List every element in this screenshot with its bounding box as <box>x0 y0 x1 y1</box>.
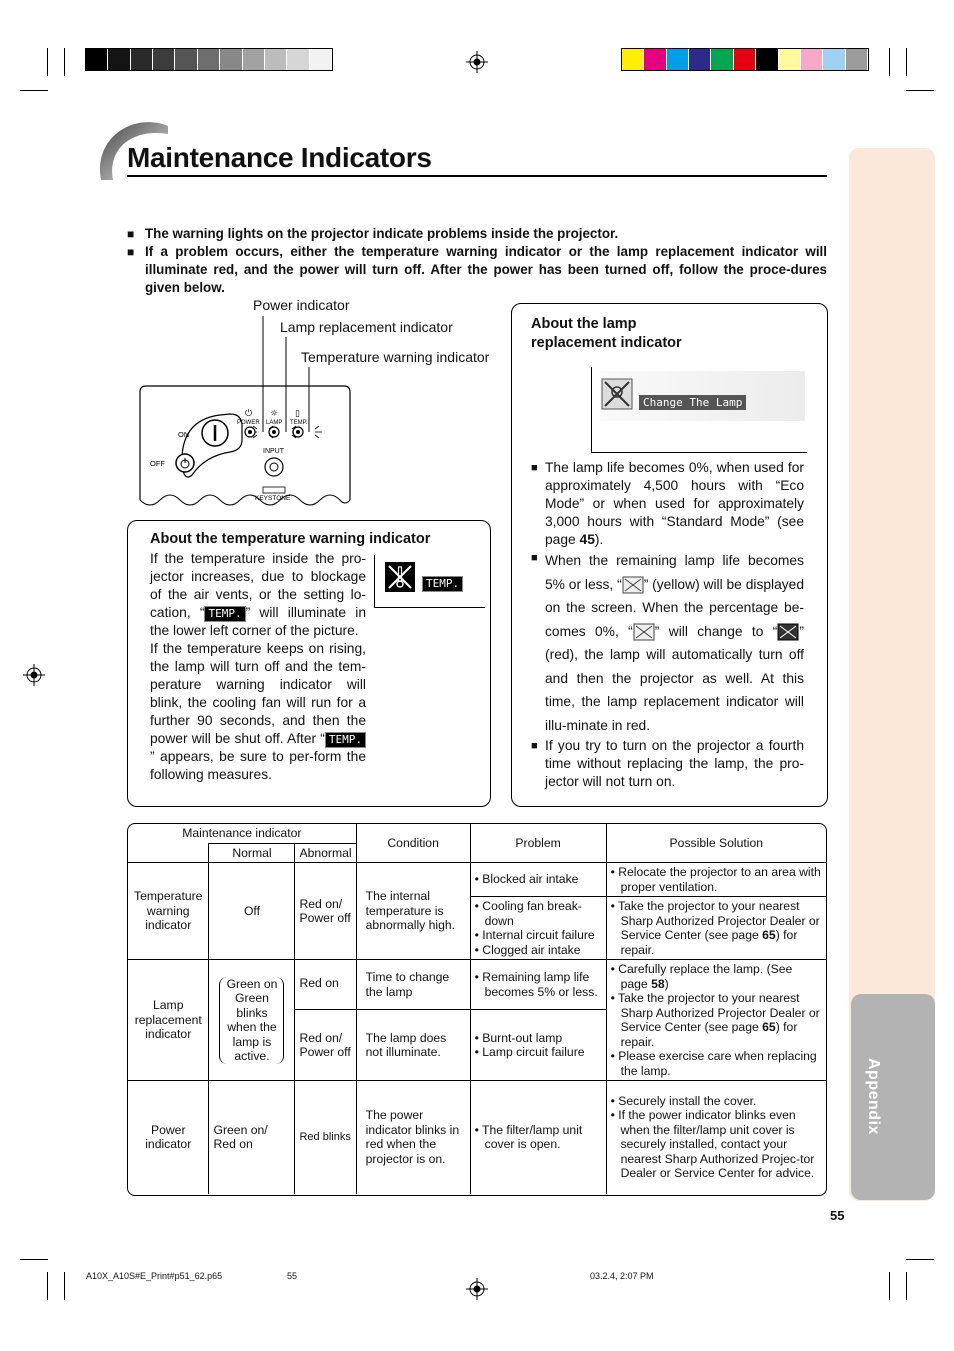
off-label: OFF <box>150 459 165 468</box>
temp-screen-example <box>374 555 485 608</box>
change-lamp-label: Change The Lamp <box>639 395 746 410</box>
row-solution: • Securely install the cover. • If the power indicator blinks even when the filter/lamp unit cover is securely installed, contact your nearest Sharp Authorized Projec-tor Dealer or Service Center for advice. <box>606 1081 826 1194</box>
row-condition: Time to change the lamp <box>356 960 470 1010</box>
color-swatch <box>846 49 868 70</box>
problem-item: The filter/lamp unit cover is open. <box>482 1122 583 1152</box>
lamp-bullet-text: When the remaining lamp life becomes 5% or less, “ <box>545 553 804 592</box>
lamp-bullet: ■ When the remaining lamp life becomes 5% or less, “ ” (yellow) will be displayed on the screen. When the percentage be-comes 0%, “ ” will change to “ ” (red), the lamp will automatically turn off and then the projector as well. At this time, the lamp replacement indicator will illu-minate in red. <box>531 552 805 733</box>
row-normal: Green on/ Red on <box>209 1081 295 1194</box>
problem-item: Burnt-out lamp <box>482 1030 563 1045</box>
temp-label: TEMP. <box>290 420 308 426</box>
problem-item: Blocked air intake <box>482 872 579 887</box>
color-swatch <box>243 49 265 70</box>
crop-mark <box>47 48 48 76</box>
lamp-screen-example <box>591 367 807 453</box>
row-normal <box>209 960 295 1081</box>
color-swatch <box>310 49 332 70</box>
row-problem: • Remaining lamp life becomes 5% or less. <box>470 960 606 1010</box>
keystone-label: KEYSTONE <box>255 495 291 502</box>
solution-item: Take the projector to your nearest Sharp Authorized Projector Dealer or Service Center (see page <box>618 899 820 942</box>
row-solution: • Take the projector to your nearest Sharp Authorized Projector Dealer or Service Center (see page 65) for repair. <box>606 897 826 960</box>
color-swatch <box>667 49 689 70</box>
lamp-bullet-text: ” (yellow) will be displayed on the screen. When the percentage be-comes 0%, “ <box>545 576 804 639</box>
temp-paragraph-1-end: ” will illuminate in the lower left corner of the picture. <box>150 605 367 638</box>
problem-item: Remaining lamp life becomes 5% or less. <box>482 970 598 999</box>
row-condition: The power indicator blinks in red when the projector is on. <box>356 1081 470 1194</box>
page-ref: 65 <box>762 1020 776 1034</box>
registration-mark-icon <box>466 51 488 73</box>
color-swatch <box>823 49 845 70</box>
problem-item: Clogged air intake <box>482 942 581 957</box>
header-problem: Problem <box>470 824 606 863</box>
row-problem: • Blocked air intake <box>470 863 606 897</box>
lamp-bullet: ■ The lamp life becomes 0%, when used for approximately 4,500 hours with “Eco Mode” or when used for approximately 3,000 hours with “Standard Mode” (see page 45). <box>531 460 804 547</box>
color-swatch <box>220 49 242 70</box>
color-swatch <box>153 49 175 70</box>
page-title: Maintenance Indicators <box>127 142 432 173</box>
footer-date: 03.2.4, 2:07 PM <box>590 1271 654 1281</box>
crop-mark <box>906 90 934 91</box>
power-label: POWER <box>237 420 260 426</box>
color-swatch <box>622 49 644 70</box>
lamp-box-heading <box>531 315 682 353</box>
color-swatch <box>287 49 309 70</box>
callout-power-indicator: Power indicator <box>253 297 350 313</box>
lamp-icon-red <box>777 623 799 641</box>
registration-mark-icon <box>466 1278 488 1300</box>
crop-mark <box>889 1272 890 1300</box>
lamp-bullet-text: ” (red), the lamp will automatically turn off and then the projector as well. At this time, the lamp replacement indicator will illu-minate in red. <box>545 623 805 733</box>
solution-item: Take the projector to your nearest Sharp Authorized Projector Dealer or Service Center (see page <box>618 991 820 1034</box>
color-swatch <box>198 49 220 70</box>
problem-item: Lamp circuit failure <box>482 1045 585 1059</box>
row-problem: • Cooling fan break-down • Internal circuit failure • Clogged air intake <box>470 897 606 960</box>
row-solution: • Carefully replace the lamp. (See page 58) • Take the projector to your nearest Sharp Authorized Projector Dealer or Service Center (see page 65) for repair. • Please exercise care when replacing the lamp. <box>606 960 826 1081</box>
temp-badge-inline: TEMP. <box>204 606 245 622</box>
grayscale-color-bar <box>85 48 333 71</box>
lamp-bullet: ■ If you try to turn on the projector a fourth time without replacing the lamp, the pro-jector will not turn on. <box>531 738 804 789</box>
crop-mark <box>64 48 65 76</box>
lamp-heading-line-1: About the lamp <box>531 316 637 332</box>
row-abnormal: Red on/ Power off <box>295 1010 356 1081</box>
lamp-bullet-text: If you try to turn on the projector a fourth time without replacing the lamp, the pro-jector will not turn on. <box>545 738 804 789</box>
color-swatch <box>734 49 756 70</box>
row-name: Lamp replacement indicator <box>128 960 209 1081</box>
row-condition: The internal temperature is abnormally high. <box>356 863 470 960</box>
solution-item: ) for repair. <box>620 928 798 957</box>
color-swatch <box>86 49 108 70</box>
header-normal: Normal <box>209 843 295 863</box>
page-number: 55 <box>830 1208 845 1223</box>
intro-bullet: ■ The warning lights on the projector indicate problems inside the projector. <box>127 225 827 243</box>
input-label: INPUT <box>263 448 284 455</box>
appendix-label: Appendix <box>865 1058 882 1135</box>
title-rule <box>127 175 827 177</box>
solution-item: If the power indicator blinks even when the filter/lamp unit cover is securely installed, contact your nearest Sharp Authorized Projec-tor Dealer or Service Center for advice. <box>618 1108 815 1181</box>
crop-mark <box>906 1272 907 1300</box>
temperature-box-heading: About the temperature warning indicator <box>150 531 431 547</box>
page-ref: 58 <box>651 976 665 991</box>
svg-text:▯: ▯ <box>295 409 300 419</box>
row-abnormal: Red blinks <box>295 1081 356 1194</box>
crop-mark <box>906 48 907 76</box>
callout-temp-indicator: Temperature warning indicator <box>301 349 490 365</box>
crop-mark <box>889 48 890 76</box>
page-ref: 45 <box>579 532 595 547</box>
row-problem: • The filter/lamp unit cover is open. <box>470 1081 606 1194</box>
lamp-heading-line-2: replacement indicator <box>531 335 682 351</box>
solution-item: Securely install the cover. <box>618 1093 757 1108</box>
temp-paragraph-2-end: ” appears, be sure to per-form the following measures. <box>150 749 366 782</box>
header-condition: Condition <box>356 824 470 863</box>
normal-text: Green on Green blinks when the lamp is active. <box>219 977 284 1064</box>
temp-badge-inline: TEMP. <box>325 732 366 748</box>
color-swatch <box>175 49 197 70</box>
on-label: ON <box>178 430 190 439</box>
header-abnormal: Abnormal <box>295 843 356 863</box>
temp-paragraph-1: If the temperature inside the pro-jector increases, due to blockage of the air vents, or the setting lo-cation, “ <box>150 551 366 620</box>
registration-mark-icon <box>23 664 45 686</box>
footer-file: A10X_A10S#E_Print#p51_62.p65 <box>86 1271 223 1281</box>
color-swatch <box>689 49 711 70</box>
footer-page: 55 <box>287 1271 298 1281</box>
solution-item: Carefully replace the lamp. (See page <box>618 962 793 991</box>
temp-badge: TEMP. <box>422 576 463 592</box>
temperature-box-text <box>150 550 366 784</box>
crop-mark <box>20 1259 48 1260</box>
solution-item: ) <box>664 976 669 991</box>
header-maintenance-indicator: Maintenance indicator <box>128 824 356 843</box>
crop-mark <box>64 1272 65 1300</box>
svg-text:☼: ☼ <box>270 409 279 419</box>
color-swatch <box>756 49 778 70</box>
intro-bullets <box>127 225 827 297</box>
svg-text:⏻: ⏻ <box>245 409 253 419</box>
lamp-icon-yellow <box>622 576 644 594</box>
intro-bullet: ■ If a problem occurs, either the temperature warning indicator or the lamp replacement indicator will illuminate red, and the power will turn off. After the power has been turned off, follow the proce-dures given below. <box>127 244 827 295</box>
color-swatch <box>711 49 733 70</box>
page-ref: 65 <box>762 928 776 942</box>
color-swatch <box>801 49 823 70</box>
intro-text: If a problem occurs, either the temperature warning indicator or the lamp replacement indicator will illuminate red, and the power will turn off. After the power has been turned off, follow the proce-dures given below. <box>145 244 827 295</box>
row-abnormal: Red on <box>295 960 356 1010</box>
callout-lamp-indicator: Lamp replacement indicator <box>280 319 453 335</box>
row-name: Power indicator <box>128 1081 209 1194</box>
solution-item: Relocate the projector to an area with proper ventilation. <box>618 865 821 894</box>
lamp-warning-icon <box>601 378 633 410</box>
color-swatch <box>265 49 287 70</box>
row-condition: The lamp does not illuminate. <box>356 1010 470 1081</box>
problem-item: Cooling fan break-down <box>482 899 582 928</box>
intro-text: The warning lights on the projector indicate problems inside the projector. <box>145 226 619 241</box>
crop-mark <box>906 1259 934 1260</box>
row-abnormal: Red on/ Power off <box>295 863 356 960</box>
row-solution: • Relocate the projector to an area with proper ventilation. <box>606 863 826 897</box>
crop-mark <box>47 1272 48 1300</box>
temperature-warning-icon <box>385 562 415 592</box>
color-swatch <box>131 49 153 70</box>
process-color-bar <box>621 48 869 71</box>
maintenance-table <box>128 824 826 1194</box>
row-problem: • Burnt-out lamp • Lamp circuit failure <box>470 1010 606 1081</box>
lamp-label: LAMP <box>266 420 283 426</box>
problem-item: Internal circuit failure <box>482 928 595 942</box>
crop-mark <box>20 90 48 91</box>
lamp-icon-yellow <box>633 623 655 641</box>
header-spacer <box>128 843 209 863</box>
lamp-bullet-text: The lamp life becomes 0%, when used for approximately 4,500 hours with “Eco Mode” or when used for approximately 3,000 hours with “Standard Mode” (see page <box>545 460 804 547</box>
temp-paragraph-2: If the temperature keeps on rising, the lamp will turn off and the tem-perature warning indicator will blink, the cooling fan will run for a further 90 seconds, and then the power will be shut off. After “ <box>150 641 366 746</box>
row-name: Temperature warning indicator <box>128 863 209 960</box>
control-panel-diagram <box>130 300 360 515</box>
solution-item: ) for repair. <box>620 1020 798 1049</box>
color-swatch <box>644 49 666 70</box>
color-swatch <box>779 49 801 70</box>
lamp-bullet-text: ). <box>594 532 604 547</box>
lamp-box-text <box>531 459 804 791</box>
header-solution: Possible Solution <box>606 824 826 863</box>
row-normal: Off <box>209 863 295 960</box>
lamp-bullet-text: ” will change to “ <box>654 623 778 639</box>
solution-item: Please exercise care when replacing the lamp. <box>618 1049 817 1078</box>
color-swatch <box>108 49 130 70</box>
